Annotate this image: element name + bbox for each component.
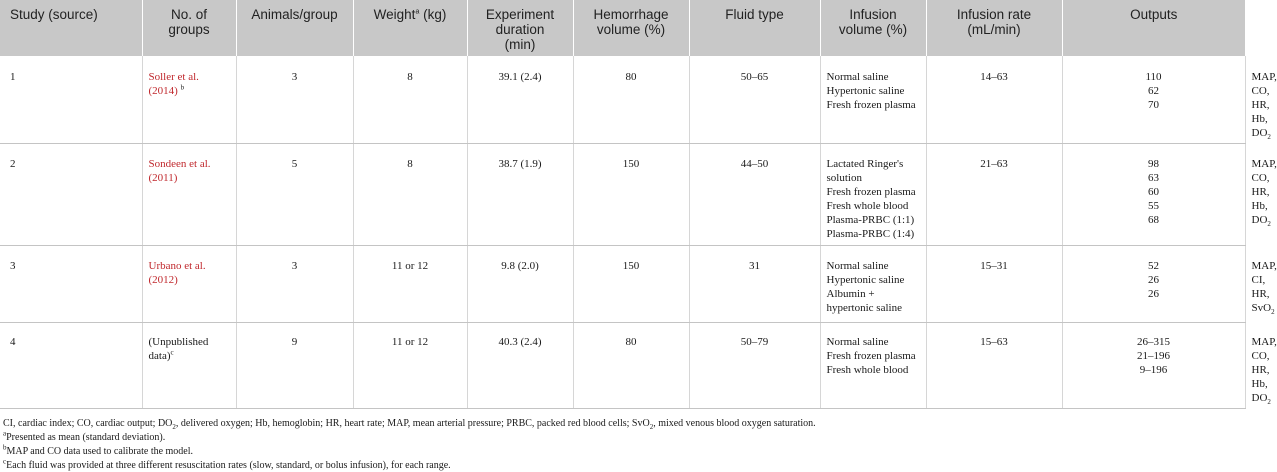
- study-cell: (Unpublished data)$^c$: [142, 323, 236, 409]
- header-outputs: Outputs: [1062, 0, 1245, 56]
- footnote-c: $^c$Each fluid was provided at three different resuscitation rates (slow, standard, or bolus infusion), for each range.: [3, 457, 451, 471]
- animals-cell: 11 or 12: [353, 323, 467, 409]
- header-fluid: Fluid type: [689, 0, 820, 56]
- table-footnotes: [0, 409, 1145, 472]
- animals-cell: 8: [353, 144, 467, 246]
- infusion-rate-cell: 52 26 26: [1062, 246, 1245, 323]
- fluid-cell: Lactated Ringer's solution Fresh frozen plasma Fresh whole blood Plasma-PRBC (1:1) Plasma-PRBC (1:4): [820, 144, 926, 246]
- study-reference-link[interactable]: Urbano et al. (2012): [148, 260, 206, 286]
- hemorrhage-cell: 31: [689, 246, 820, 323]
- hemorrhage-cell: 50–65: [689, 56, 820, 144]
- header-weight: Weight$^a$ (kg): [353, 0, 467, 56]
- weight-cell: 40.3 (2.4): [467, 323, 573, 409]
- duration-cell: 80: [573, 323, 689, 409]
- header-duration: Experiment duration (min): [467, 0, 573, 56]
- header-row: [0, 0, 1245, 56]
- table-row: 1 Soller et al. (2014) $^b$ 3 8 39.1 (2.4) 80 50–65 Normal saline Hypertonic saline Fresh frozen plasma 14–63 110 62 70 MAP, CO, HR, Hb, $DO_2$: [0, 56, 1245, 144]
- footnote-b: $^b$MAP and CO data used to calibrate the model.: [3, 443, 194, 457]
- groups-cell: 3: [236, 56, 353, 144]
- animals-cell: 11 or 12: [353, 246, 467, 323]
- row-index: 3: [0, 246, 142, 323]
- infusion-volume-cell: 15–63: [926, 323, 1062, 409]
- row-index: 2: [0, 144, 142, 246]
- infusion-volume-cell: 14–63: [926, 56, 1062, 144]
- duration-cell: 80: [573, 56, 689, 144]
- infusion-rate-cell: 110 62 70: [1062, 56, 1245, 144]
- abbreviations-note: CI, cardiac index; CO, cardiac output; $DO_2$, delivered oxygen; Hb, hemoglobin; HR, heart rate; MAP, mean arterial pressure; PRBC, packed red blood cells; SvO$_2$, mixed venous blood oxygen saturation.: [3, 418, 816, 431]
- footnote-mark[interactable]: b: [180, 83, 185, 92]
- infusion-volume-cell: 21–63: [926, 144, 1062, 246]
- weight-cell: 39.1 (2.4): [467, 56, 573, 144]
- row-index: 4: [0, 323, 142, 409]
- groups-cell: 5: [236, 144, 353, 246]
- study-cell: [142, 246, 236, 323]
- study-reference-link[interactable]: Sondeen et al.: [148, 158, 211, 170]
- hemorrhage-cell: 50–79: [689, 323, 820, 409]
- table-row: 2 Sondeen et al. (2011) 5 8 38.7 (1.9) 150 44–50 Lactated Ringer's solution Fresh frozen plasma Fresh whole blood Plasma-PRBC (1:1) Plasma-PRBC (1:4) 21–63 98 63 60 55 68 MAP, CO, HR, Hb, $DO_2$: [0, 144, 1245, 246]
- weight-cell: 9.8 (2.0): [467, 246, 573, 323]
- study-cell: [142, 144, 236, 246]
- header-study: Study (source): [0, 0, 142, 56]
- footnote-a: $^a$Presented as mean (standard deviation).: [3, 429, 166, 443]
- header-infusion-rate: Infusion rate (mL/min): [926, 0, 1062, 56]
- infusion-rate-cell: 26–315 21–196 9–196: [1062, 323, 1245, 409]
- row-index: 1: [0, 56, 142, 144]
- fluid-cell: Normal saline Hypertonic saline Albumin + hypertonic saline: [820, 246, 926, 323]
- duration-cell: 150: [573, 246, 689, 323]
- duration-cell: 150: [573, 144, 689, 246]
- weight-cell: 38.7 (1.9): [467, 144, 573, 246]
- header-animals: Animals/group: [236, 0, 353, 56]
- groups-cell: 9: [236, 323, 353, 409]
- header-hemorrhage: Hemorrhage volume (%): [573, 0, 689, 56]
- groups-cell: 3: [236, 246, 353, 323]
- study-reference-link[interactable]: Soller et al. (2014): [148, 71, 199, 97]
- fluid-cell: Normal saline Fresh frozen plasma Fresh whole blood: [820, 323, 926, 409]
- infusion-rate-cell: 98 63 60 55 68: [1062, 144, 1245, 246]
- header-groups: No. of groups: [142, 0, 236, 56]
- fluid-cell: Normal saline Hypertonic saline Fresh frozen plasma: [820, 56, 926, 144]
- animals-cell: 8: [353, 56, 467, 144]
- study-cell: [142, 56, 236, 144]
- study-reference-link-cont[interactable]: (2011): [148, 172, 178, 184]
- infusion-volume-cell: 15–31: [926, 246, 1062, 323]
- header-infusion-volume: Infusion volume (%): [820, 0, 926, 56]
- footnote-mark[interactable]: c: [170, 348, 174, 357]
- table-row: 3 Urbano et al. (2012) 3 11 or 12 9.8 (2.0) 150 31 Normal saline Hypertonic saline Albumin + hypertonic saline 15–31 52 26 26 MAP, CI, HR, SvO$_2$: [0, 246, 1245, 323]
- table-row: 4 (Unpublished data)$^c$ 9 11 or 12 40.3 (2.4) 80 50–79 Normal saline Fresh frozen plasma Fresh whole blood 15–63 26–315 21–196 9–196 MAP, CO, HR, Hb, $DO_2$: [0, 323, 1245, 409]
- hemorrhage-cell: 44–50: [689, 144, 820, 246]
